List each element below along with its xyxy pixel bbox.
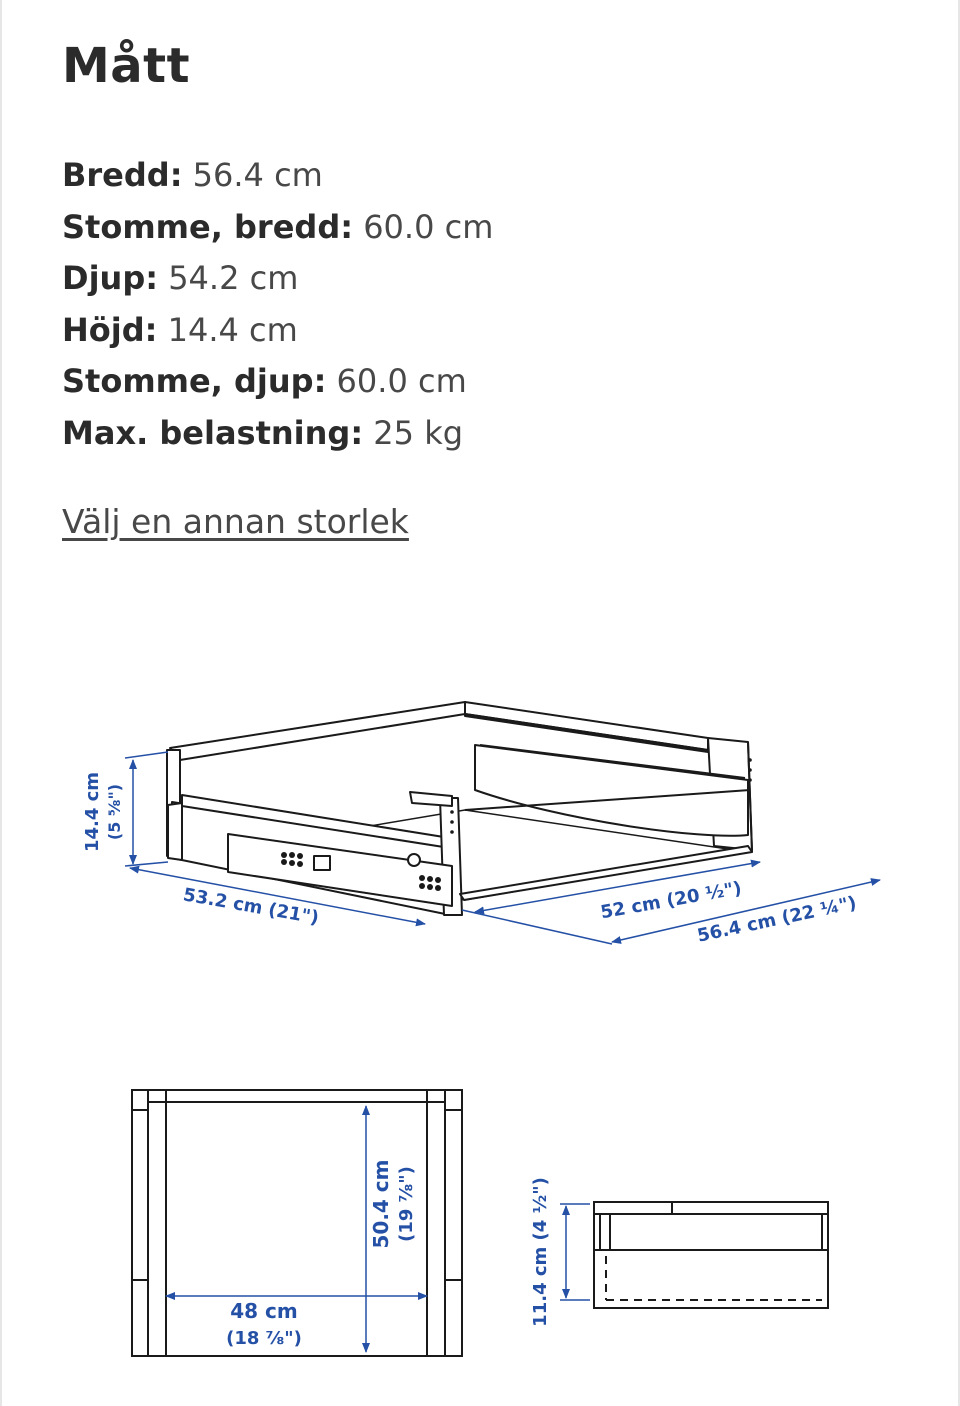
- spec-value: 60.0 cm: [336, 362, 467, 401]
- spec-value: 56.4 cm: [192, 156, 323, 194]
- height-label: 14.4 cm: [82, 771, 103, 853]
- spec-label: Höjd:: [62, 310, 158, 349]
- inner-width-top-inch-label: (18 ⅞"): [226, 1328, 302, 1349]
- inner-depth-label: 50.4 cm: [369, 1159, 393, 1249]
- spec-value: 54.2 cm: [168, 259, 299, 298]
- inner-depth-inch-label: (19 ⅞"): [396, 1166, 417, 1242]
- spec-value: 14.4 cm: [167, 310, 298, 349]
- spec-label: Bredd:: [62, 156, 183, 194]
- spec-label: Max. belastning:: [62, 413, 364, 452]
- inner-width-top-label: 48 cm: [230, 1299, 298, 1323]
- inner-width-label: 52 cm (20 ½"): [598, 877, 744, 924]
- side-inner-height-label: 11.4 cm (4 ½"): [530, 1177, 551, 1327]
- spec-label: Stomme, bredd:: [62, 207, 354, 246]
- height-inch-label: (5 ⅝"): [105, 783, 124, 841]
- spec-value: 60.0 cm: [363, 207, 494, 246]
- side-view-drawing: [594, 1202, 828, 1308]
- section-title: Mått: [62, 38, 191, 94]
- side-depth-label: 53.2 cm (21"): [181, 884, 321, 929]
- isometric-drawer-drawing: [167, 702, 752, 915]
- side-view-dimension-lines: [560, 1204, 590, 1300]
- spec-label: Djup:: [62, 259, 159, 298]
- spec-label: Stomme, djup:: [62, 362, 327, 401]
- outer-width-label: 56.4 cm (22 ¼"): [695, 892, 859, 947]
- spec-value: 25 kg: [373, 413, 464, 452]
- choose-other-size-link[interactable]: Välj en annan storlek: [62, 502, 409, 541]
